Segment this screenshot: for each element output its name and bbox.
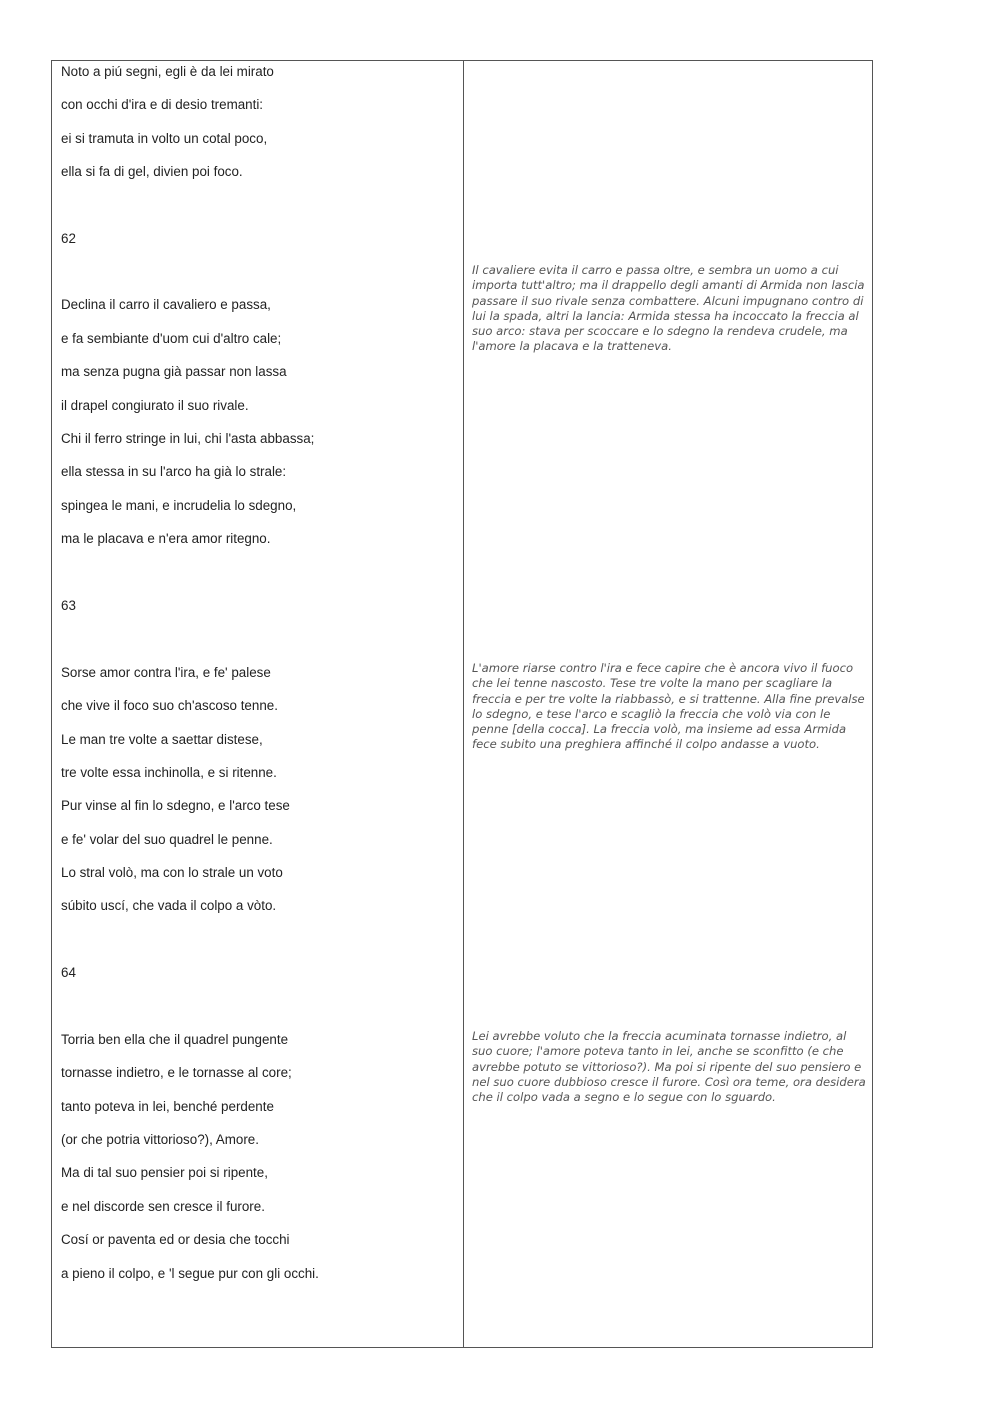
verse-line: tornasse indietro, e le tornasse al core;	[61, 1065, 292, 1080]
stanza-number-62: 62	[61, 231, 76, 246]
gloss-stanza-63: L'amore riarse contro l'ira e fece capire che è ancora vivo il fuoco che lei tenne nascosto. Tese tre volte la mano per scagliare la freccia e per tre volte la riabbassò, e si trattenne. Alla fine prevalse lo sdegno, e tese l'arco e scagliò la freccia che volò via con le penne [della cocca]. La freccia volò, ma insieme ad essa Armida fece subito una preghiera affinché il colpo andasse a vuoto.	[472, 661, 865, 752]
verse-line: il drapel congiurato il suo rivale.	[61, 398, 249, 413]
stanza-number-63: 63	[61, 598, 76, 613]
verse-line: Cosí or paventa ed or desia che tocchi	[61, 1232, 290, 1247]
verse-line: ella stessa in su l'arco ha già lo strale:	[61, 464, 287, 479]
verse-line: Pur vinse al fin lo sdegno, e l'arco tese	[61, 798, 290, 813]
verse-line: Noto a piú segni, egli è da lei mirato	[61, 64, 274, 79]
verse-line: ma senza pugna già passar non lassa	[61, 364, 287, 379]
verse-line: Sorse amor contra l'ira, e fe' palese	[61, 665, 271, 680]
verse-line: Le man tre volte a saettar distese,	[61, 732, 263, 747]
stanza-number-64: 64	[61, 965, 76, 980]
verse-line: Declina il carro il cavaliero e passa,	[61, 297, 271, 312]
verse-line: a pieno il colpo, e 'l segue pur con gli occhi.	[61, 1266, 319, 1281]
verse-line: ei si tramuta in volto un cotal poco,	[61, 131, 268, 146]
verse-line: Torria ben ella che il quadrel pungente	[61, 1032, 289, 1047]
verse-line: tre volte essa inchinolla, e si ritenne.	[61, 765, 277, 780]
verse-line: spingea le mani, e incrudelia lo sdegno,	[61, 498, 297, 513]
gloss-stanza-64: Lei avrebbe voluto che la freccia acuminata tornasse indietro, al suo cuore; l'amore poteva tanto in lei, anche se sconfitto (e che avrebbe potuto se vittorioso?). Ma poi si ripente del suo pensiero e nel suo cuore dubbioso cresce il furore. Così ora teme, ora desidera che il colpo vada a segno e lo segue con lo sguardo.	[472, 1029, 866, 1105]
verse-line: ella si fa di gel, divien poi foco.	[61, 164, 243, 179]
verse-line: con occhi d'ira e di desio tremanti:	[61, 97, 264, 112]
verse-line: e fe' volar del suo quadrel le penne.	[61, 832, 273, 847]
verse-line: Ma di tal suo pensier poi si ripente,	[61, 1165, 268, 1180]
verse-line: (or che potria vittorioso?), Amore.	[61, 1132, 259, 1147]
verse-line: e nel discorde sen cresce il furore.	[61, 1199, 265, 1214]
verse-line: e fa sembiante d'uom cui d'altro cale;	[61, 331, 282, 346]
column-divider	[463, 61, 464, 1347]
verse-line: tanto poteva in lei, benché perdente	[61, 1099, 274, 1114]
verse-gloss-table	[51, 60, 873, 1348]
verse-line: Lo stral volò, ma con lo strale un voto	[61, 865, 283, 880]
verse-line: Chi il ferro stringe in lui, chi l'asta abbassa;	[61, 431, 315, 446]
verse-line: súbito uscí, che vada il colpo a vòto.	[61, 898, 277, 913]
gloss-stanza-62: Il cavaliere evita il carro e passa oltre, e sembra un uomo a cui importa tutt'altro; ma il drappello degli amanti di Armida non lascia passare il suo rivale senza combattere. Alcuni impugnano contro di lui la spada, altri la lancia: Armida stessa ha incoccato la freccia al suo arco: stava per scoccare e lo sdegno la rendeva crudele, ma l'amore la placava e la tratteneva.	[472, 263, 865, 354]
verse-line: ma le placava e n'era amor ritegno.	[61, 531, 271, 546]
verse-line: che vive il foco suo ch'ascoso tenne.	[61, 698, 278, 713]
